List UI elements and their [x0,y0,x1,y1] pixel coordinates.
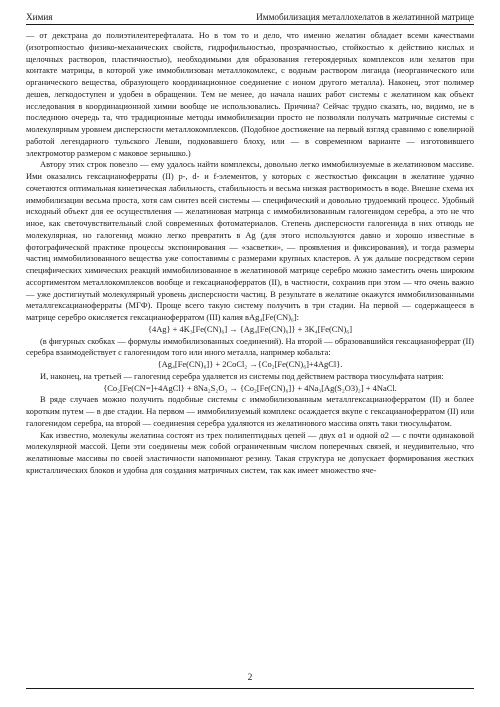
header-rule [26,24,474,25]
paragraph: В ряде случаев можно получить подобные системы с иммобилизованным металлгексацианоферратом (II) и более коротким путем — в две стадии. На первом — иммобилизуемый комплекс осаждается вкупе с гексацианоферратом (II) или галогенидом серебра, на второй — соединения серебра удаляются из желатинового массива опять таки тиосульфатом. [26,394,474,428]
paragraph: И, наконец, на третьей — галогенид серебра удаляется из системы под действием раствора тиосульфата натрия: [40,370,444,381]
paragraph: (в фигурных скобках — формулы иммобилизованных соединений). На второй — образовавшийся гексацианоферрат (II) серебра взаимодействует с галогенидом того или иного металла, например кобальта: [26,335,474,358]
formula: {Co₂[Fe(CN=]+4AgCl} + 8Na₂S₂O₃ → {Co₂[Fe(CN)₆]} + 4Na₃[Ag(S₂O3)₂] + 4NaCl. [103,382,397,393]
formula: {4Ag} + 4K₃[Fe(CN)₆] → {Ag₄[Fe(CN)₆]} + 3K₄[Fe(CN)₆] [147,323,353,334]
paragraph: Автору этих строк повезло — ему удалось найти комплексы, довольно легко иммобилизуемые в желатиновом массиве. Ими оказались гексацианоферраты (II) р-, d- и f-элементов, у которых с жесткостью фиксации в желатине удачно сочетаются оптимальная кинетическая лабильность, стабильность и весьма низкая растворимость в воде. Внешне схема их иммобилизации весьма проста, хотя сам синтез всей системы — специфический и довольно трудоемкий процесс. Удобный исходный объект для ее осуществления — желатиновая матрица с иммобилизованным галогенидом серебра, а это не что иное, как светочувствительный слой современных фотоматериалов. Степень дисперсности галогенида в них отнюдь не молекулярная, но галогенид можно легко превратить в Ag (для этого используются давно и хорошо известные в фотографической практике процессы экспонирования — «засветки», — проявления и фиксирования), и тогда размеры частиц иммобилизованного вещества уже сопоставимы с размерами крупных кластеров. А уж дальше посредством серии специфических химических реакций иммобилизованное в желатиновой матрице серебро можно заместить очень широким ассортиментом металлокомплексов вообще и гексацианоферратов (II), в частности, сохранив при этом — что очень важно — уже достигнутый молекулярный уровень дисперсности частиц. В результате в желатине окажутся иммобилизованными металлгексацианоферраты (МГФ). Проще всего такую систему получить в три стадии. На первой — содержащееся в матрице серебро окисляется гексацианоферратом (III) калия вAg₄[Fe(CN)₆]: [26,159,474,322]
header-section: Химия [26,12,53,22]
formula: {Ag₄[Fe(CN)₆]} + 2CoCl₂ →{Co₂[Fe(CN)₆]+4AgCl}. [157,359,343,369]
page-number: 2 [247,673,253,683]
footer-rule [26,688,474,689]
article-body [26,30,474,477]
paragraph: Как известно, молекулы желатина состоят из трех полипептидных цепей — двух α1 и одной α2 — с почти одинаковой молекулярной массой. Цепи эти соединены меж собой ограниченным числом поперечных связей, и неудивительно, что желатиновые массивы по своей эластичности напоминают резину. Такая структура не допускает формирования жестких кристаллических блоков и удобна для создания матричных систем, так как имеет множество яче- [26,429,474,475]
paragraph: — от декстрана до полиэтилентерефталата. Но в том то и дело, что именно желатин обладает всеми качествами (изотропностью физико-механических свойств, гидрофильностью, прозрачностью, стойкостью к действию кислых и щелочных растворов, пластичностью), необходимыми для образования гетероядерных комплексов или хелатов при контакте матрицы, в которой уже иммобилизован металлокомлекс, с водным раствором лиганда (неорганического или органического вещества, образующего координационное соединение с ионом другого металла). Наконец, этот полимер дешев, легкодоступен и удобен в обращении. Тем не менее, до начала наших работ системы с желатином как объект исследования в координационной химии вообще не использовались. Причина? Сейчас трудно сказать, но, видимо, не в последнюю очередь та, что традиционные методы иммобилизации просто не позволяли получать матричные системы с молекулярным уровнем дисперсности металлокомплексов. (Подобное достижение на первый взгляд сравнимо с ювелирной работой легендарного тульского Левши, подковавшего блоху, или — в современном варианте — изготовившего электромотор размером с маковое зернышко.) [26,30,474,158]
running-header [26,9,474,23]
header-title: Иммобилизация металлохелатов в желатинной матрице [256,12,474,22]
